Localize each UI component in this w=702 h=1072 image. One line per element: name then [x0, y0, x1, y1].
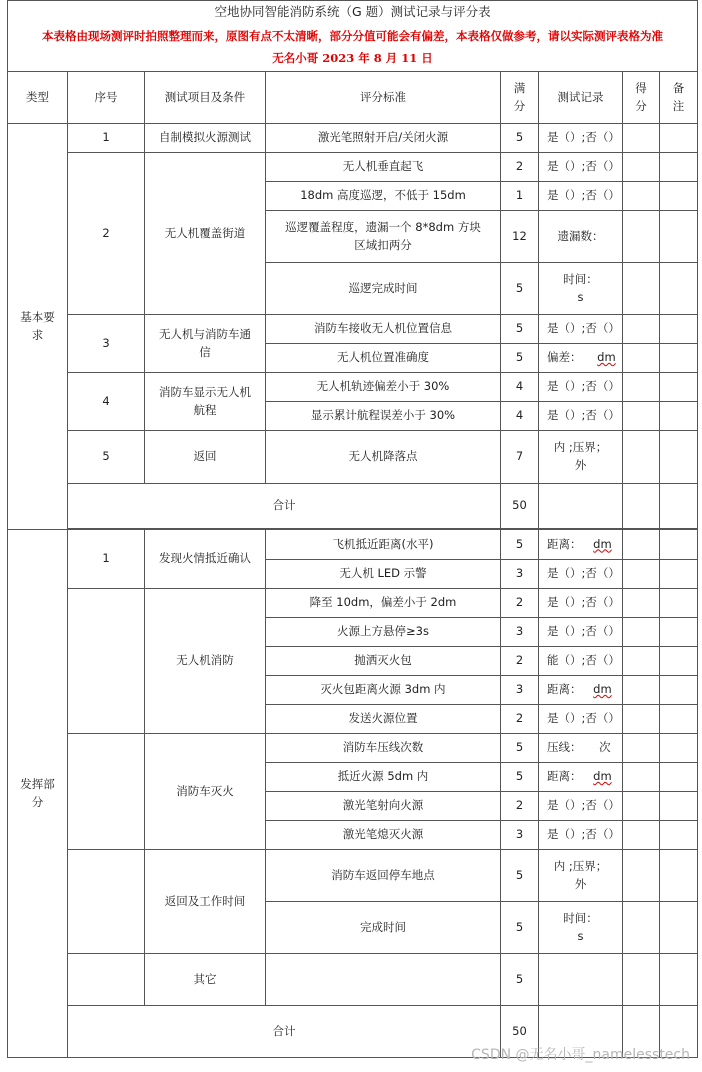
full-score-cell: 5	[501, 124, 539, 153]
record-cell: 是（）;否（）	[539, 315, 623, 344]
header-record: 测试记录	[539, 72, 623, 124]
full-score-cell: 2	[501, 792, 539, 821]
table-row	[8, 153, 698, 182]
record-label: 时间：	[563, 910, 598, 925]
document-subtitle	[8, 23, 698, 72]
criteria-cell: 激光笔熄灭火源	[266, 821, 501, 850]
note-cell[interactable]	[660, 734, 698, 763]
type-advanced: 发挥部分	[8, 530, 68, 1058]
record-cell: 是（）;否（）	[539, 373, 623, 402]
criteria-cell: 发送火源位置	[266, 705, 501, 734]
score-input-cell[interactable]	[623, 560, 660, 589]
record-unit: s	[577, 928, 584, 943]
full-score-cell: 2	[501, 153, 539, 182]
criteria-cell: 灭火包距离火源 3dm 内	[266, 676, 501, 705]
criteria-cell: 无人机位置准确度	[266, 344, 501, 373]
subtitle-line-2: 无名小哥 2023 年 8 月 11 日	[272, 51, 433, 65]
note-cell[interactable]	[660, 124, 698, 153]
record-label: 距离：	[547, 536, 582, 551]
total-row-basic	[8, 484, 698, 529]
full-score-cell: 3	[501, 821, 539, 850]
table-row	[8, 589, 698, 618]
record-unit: s	[577, 289, 584, 304]
header-note: 备注	[660, 72, 698, 124]
score-input-cell[interactable]	[623, 484, 660, 529]
record-unit: dm	[593, 536, 612, 551]
item-cell: 其它	[145, 954, 266, 1006]
seq-cell: 1	[68, 530, 145, 589]
full-score-cell: 5	[501, 763, 539, 792]
full-score-cell: 5	[501, 850, 539, 902]
criteria-cell: 无人机垂直起飞	[266, 153, 501, 182]
note-cell[interactable]	[660, 560, 698, 589]
record-cell	[539, 763, 623, 792]
record-cell	[539, 263, 623, 315]
item-cell: 返回	[145, 431, 266, 484]
record-cell: 内 ;压界；外	[539, 431, 623, 484]
full-score-cell: 4	[501, 402, 539, 431]
note-cell[interactable]	[660, 850, 698, 902]
criteria-cell: 显示累计航程误差小于 30%	[266, 402, 501, 431]
record-label: 时间：	[563, 271, 598, 286]
header-item: 测试项目及条件	[145, 72, 266, 124]
note-cell[interactable]	[660, 402, 698, 431]
record-cell: 是（）;否（）	[539, 705, 623, 734]
criteria-cell: 无人机降落点	[266, 431, 501, 484]
criteria-cell: 抵近火源 5dm 内	[266, 763, 501, 792]
seq-cell: 5	[68, 431, 145, 484]
full-score-cell: 5	[501, 902, 539, 954]
note-cell[interactable]	[660, 530, 698, 560]
type-basic: 基本要求	[8, 124, 68, 530]
note-cell[interactable]	[660, 373, 698, 402]
watermark: CSDN @无名小哥_namelesstech	[471, 1047, 690, 1063]
total-label: 合计	[68, 484, 501, 529]
note-cell[interactable]	[660, 484, 698, 529]
table-row	[8, 954, 698, 1006]
score-input-cell[interactable]	[623, 618, 660, 647]
score-input-cell[interactable]	[623, 211, 660, 263]
record-cell: 是（）;否（）	[539, 560, 623, 589]
note-cell[interactable]	[660, 153, 698, 182]
note-cell[interactable]	[660, 705, 698, 734]
item-cell: 无人机与消防车通信	[145, 315, 266, 373]
document-title: 空地协同智能消防系统（G 题）测试记录与评分表	[8, 1, 698, 24]
full-score-cell: 2	[501, 647, 539, 676]
header-criteria: 评分标准	[266, 72, 501, 124]
record-cell	[539, 344, 623, 373]
seq-cell: 1	[68, 124, 145, 153]
record-cell: 是（）;否（）	[539, 153, 623, 182]
note-cell[interactable]	[660, 211, 698, 263]
full-score-cell: 5	[501, 263, 539, 315]
record-cell	[539, 954, 623, 1006]
full-score-cell: 2	[501, 705, 539, 734]
full-score-cell: 12	[501, 211, 539, 263]
criteria-cell: 巡逻覆盖程度，遗漏一个 8*8dm 方块区域扣两分	[266, 211, 501, 263]
criteria-cell: 巡逻完成时间	[266, 263, 501, 315]
header-seq: 序号	[68, 72, 145, 124]
criteria-cell: 激光笔射向火源	[266, 792, 501, 821]
total-label: 合计	[68, 1006, 501, 1058]
criteria-cell: 无人机轨迹偏差小于 30%	[266, 373, 501, 402]
record-cell	[539, 484, 623, 529]
score-input-cell[interactable]	[623, 182, 660, 211]
record-cell	[539, 902, 623, 954]
record-cell: 内 ;压界；外	[539, 850, 623, 902]
score-input-cell[interactable]	[623, 902, 660, 954]
record-cell: 是（）;否（）	[539, 182, 623, 211]
record-label: 距离：	[547, 682, 582, 697]
score-input-cell[interactable]	[623, 589, 660, 618]
item-cell: 无人机覆盖街道	[145, 153, 266, 315]
seq-cell	[68, 589, 145, 734]
record-cell: 是（）;否（）	[539, 589, 623, 618]
record-cell: 是（）;否（）	[539, 792, 623, 821]
record-unit: dm	[593, 769, 612, 784]
record-cell	[539, 530, 623, 560]
item-cell: 消防车灭火	[145, 734, 266, 850]
score-input-cell[interactable]	[623, 315, 660, 344]
full-score-cell: 4	[501, 373, 539, 402]
note-cell[interactable]	[660, 344, 698, 373]
full-score-cell: 5	[501, 315, 539, 344]
criteria-cell: 消防车接收无人机位置信息	[266, 315, 501, 344]
score-input-cell[interactable]	[623, 431, 660, 484]
score-input-cell[interactable]	[623, 263, 660, 315]
record-unit: dm	[597, 350, 616, 365]
seq-cell: 2	[68, 153, 145, 315]
full-score-cell: 1	[501, 182, 539, 211]
score-input-cell[interactable]	[623, 850, 660, 902]
score-input-cell[interactable]	[623, 530, 660, 560]
note-cell[interactable]	[660, 431, 698, 484]
full-score-cell: 5	[501, 734, 539, 763]
record-cell: 是（）;否（）	[539, 124, 623, 153]
record-label: 压线：	[547, 740, 582, 755]
score-input-cell[interactable]	[623, 373, 660, 402]
record-cell	[539, 734, 623, 763]
full-score-cell: 2	[501, 589, 539, 618]
score-input-cell[interactable]	[623, 792, 660, 821]
score-input-cell[interactable]	[623, 705, 660, 734]
score-input-cell[interactable]	[623, 124, 660, 153]
note-cell[interactable]	[660, 676, 698, 705]
note-cell[interactable]	[660, 589, 698, 618]
full-score-cell: 3	[501, 676, 539, 705]
record-cell	[539, 676, 623, 705]
score-input-cell[interactable]	[623, 344, 660, 373]
record-cell: 遗漏数：	[539, 211, 623, 263]
record-label: 距离：	[547, 769, 582, 784]
table-row	[8, 530, 698, 560]
subtitle-line-1: 本表格由现场测评时拍照整理而来，原图有点不太清晰，部分分值可能会有偏差，本表格仅做参考，请以实际测评表格为准	[42, 29, 664, 43]
table-row	[8, 431, 698, 484]
note-cell[interactable]	[660, 315, 698, 344]
note-cell[interactable]	[660, 182, 698, 211]
table-row	[8, 850, 698, 902]
item-cell: 无人机消防	[145, 589, 266, 734]
criteria-cell: 18dm 高度巡逻，不低于 15dm	[266, 182, 501, 211]
score-input-cell[interactable]	[623, 647, 660, 676]
score-input-cell[interactable]	[623, 734, 660, 763]
record-cell: 是（）;否（）	[539, 618, 623, 647]
record-unit: dm	[593, 682, 612, 697]
item-cell: 发现火情抵近确认	[145, 530, 266, 589]
full-score-cell: 5	[501, 344, 539, 373]
criteria-cell: 完成时间	[266, 902, 501, 954]
seq-cell: 4	[68, 373, 145, 431]
record-cell: 是（）;否（）	[539, 821, 623, 850]
header-score: 得分	[623, 72, 660, 124]
header-row	[8, 72, 698, 124]
note-cell[interactable]	[660, 763, 698, 792]
score-input-cell[interactable]	[623, 821, 660, 850]
score-input-cell[interactable]	[623, 954, 660, 1006]
full-score-cell: 3	[501, 618, 539, 647]
total-score: 50	[501, 484, 539, 529]
record-label: 偏差：	[547, 350, 582, 365]
criteria-cell: 抛洒灭火包	[266, 647, 501, 676]
full-score-cell: 7	[501, 431, 539, 484]
full-score-cell: 5	[501, 954, 539, 1006]
note-cell[interactable]	[660, 647, 698, 676]
seq-cell	[68, 850, 145, 954]
score-input-cell[interactable]	[623, 402, 660, 431]
table-row	[8, 373, 698, 402]
criteria-cell: 飞机抵近距离(水平)	[266, 530, 501, 560]
note-cell[interactable]	[660, 821, 698, 850]
full-score-cell: 5	[501, 530, 539, 560]
record-cell: 是（）;否（）	[539, 402, 623, 431]
record-cell: 能（）;否（）	[539, 647, 623, 676]
table-row	[8, 315, 698, 344]
criteria-cell: 消防车返回停车地点	[266, 850, 501, 902]
seq-cell	[68, 734, 145, 850]
criteria-cell: 无人机 LED 示警	[266, 560, 501, 589]
score-input-cell[interactable]	[623, 153, 660, 182]
seq-cell: 3	[68, 315, 145, 373]
total-score: 50	[501, 1006, 539, 1058]
header-full-score: 满分	[501, 72, 539, 124]
seq-cell	[68, 954, 145, 1006]
full-score-cell: 3	[501, 560, 539, 589]
score-input-cell[interactable]	[623, 763, 660, 792]
criteria-cell: 激光笔照射开启/关闭火源	[266, 124, 501, 153]
item-cell: 返回及工作时间	[145, 850, 266, 954]
criteria-cell	[266, 954, 501, 1006]
table-row	[8, 124, 698, 153]
note-cell[interactable]	[660, 792, 698, 821]
table-row	[8, 734, 698, 763]
note-cell[interactable]	[660, 902, 698, 954]
score-sheet	[7, 0, 697, 1058]
criteria-cell: 降至 10dm，偏差小于 2dm	[266, 589, 501, 618]
item-cell: 消防车显示无人机航程	[145, 373, 266, 431]
note-cell[interactable]	[660, 618, 698, 647]
note-cell[interactable]	[660, 263, 698, 315]
note-cell[interactable]	[660, 954, 698, 1006]
record-unit: 次	[599, 740, 611, 755]
item-cell: 自制模拟火源测试	[145, 124, 266, 153]
header-type: 类型	[8, 72, 68, 124]
criteria-cell: 火源上方悬停≥3s	[266, 618, 501, 647]
score-table	[7, 0, 698, 1058]
criteria-cell: 消防车压线次数	[266, 734, 501, 763]
score-input-cell[interactable]	[623, 676, 660, 705]
